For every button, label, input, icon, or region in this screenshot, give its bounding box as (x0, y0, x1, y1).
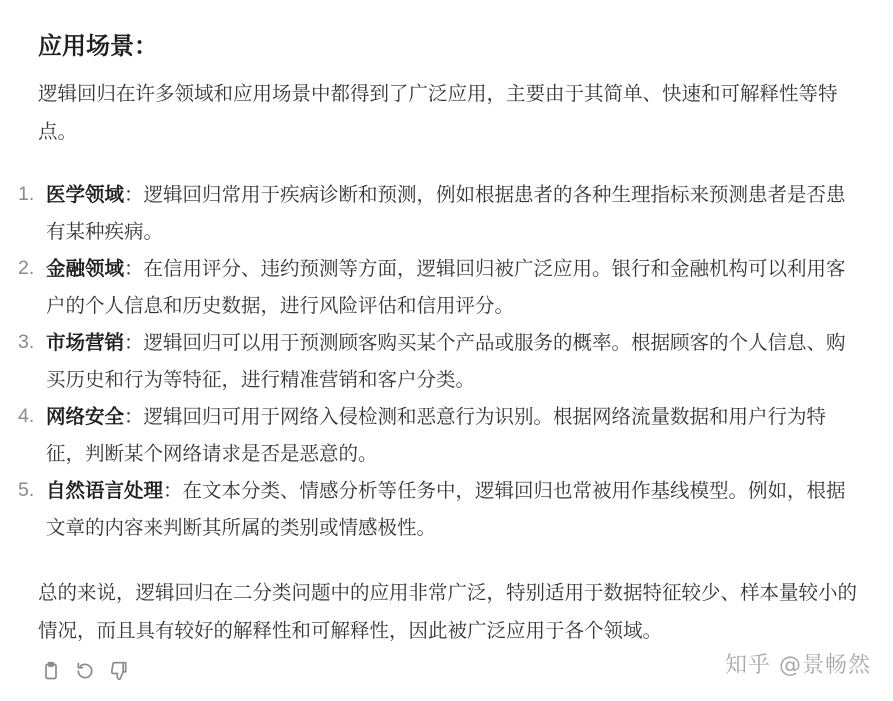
list-term: 自然语言处理 (46, 479, 164, 502)
thumbs-down-icon[interactable] (108, 660, 130, 682)
message-actions (40, 660, 130, 682)
list-term: 医学领域 (46, 183, 125, 206)
list-text: ：逻辑回归可用于网络入侵检测和恶意行为识别。根据网络流量数据和用户行为特征，判断某个网络请求是否是恶意的。 (46, 405, 827, 465)
list-number: 2. (18, 257, 35, 279)
list-item (18, 250, 848, 324)
list-number: 4. (18, 405, 35, 427)
watermark: 知乎 @景畅然 (725, 653, 871, 678)
list-item (18, 472, 848, 546)
list-term: 网络安全 (46, 405, 125, 428)
list-number: 3. (18, 331, 35, 353)
section-heading: 应用场景： (38, 32, 158, 60)
list-text: ：在信用评分、违约预测等方面，逻辑回归被广泛应用。银行和金融机构可以利用客户的个人信息和历史数据，进行风险评估和信用评分。 (46, 257, 846, 317)
list-number: 5. (18, 479, 35, 501)
list-text: ：逻辑回归常用于疾病诊断和预测，例如根据患者的各种生理指标来预测患者是否患有某种疾病。 (46, 183, 846, 243)
list-item (18, 398, 848, 472)
regenerate-icon[interactable] (74, 660, 96, 682)
application-list (18, 176, 848, 546)
list-item (18, 176, 848, 250)
intro-paragraph: 逻辑回归在许多领域和应用场景中都得到了广泛应用，主要由于其简单、快速和可解释性等特点。 (38, 82, 838, 143)
list-term: 金融领域 (46, 257, 125, 280)
summary-paragraph: 总的来说，逻辑回归在二分类问题中的应用非常广泛，特别适用于数据特征较少、样本量较小的情况，而且具有较好的解释性和可解释性，因此被广泛应用于各个领域。 (38, 581, 858, 642)
list-term: 市场营销 (46, 331, 125, 354)
clipboard-icon[interactable] (40, 660, 62, 682)
list-item (18, 324, 848, 398)
list-text: ：在文本分类、情感分析等任务中，逻辑回归也常被用作基线模型。例如，根据文章的内容来判断其所属的类别或情感极性。 (46, 479, 846, 539)
list-number: 1. (18, 183, 35, 205)
list-text: ：逻辑回归可以用于预测顾客购买某个产品或服务的概率。根据顾客的个人信息、购买历史和行为等特征，进行精准营销和客户分类。 (46, 331, 846, 391)
